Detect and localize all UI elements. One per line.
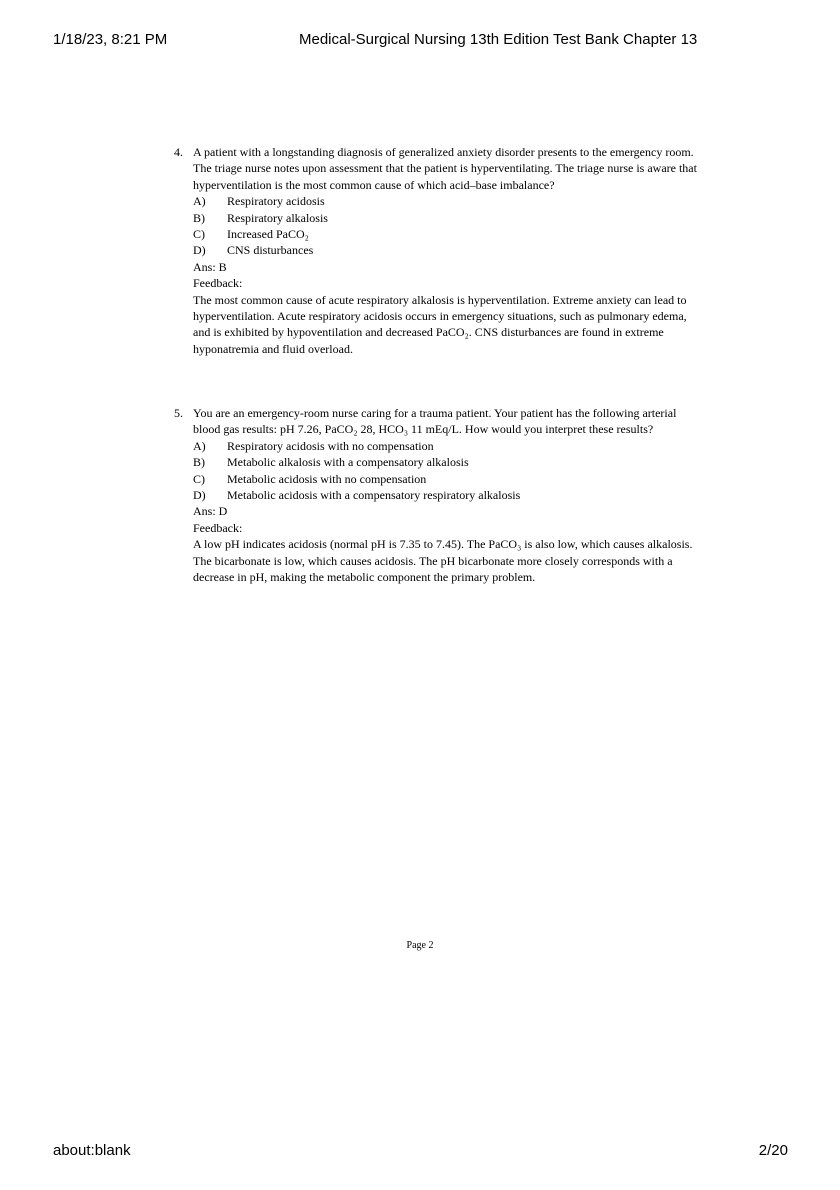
print-date-header: 1/18/23, 8:21 PM [53,31,168,48]
option-letter: B) [193,455,205,470]
option-text: Increased PaCO₂ [227,227,309,242]
option-text: CNS disturbances [227,243,314,258]
answer-key: Ans: D [193,504,228,519]
option-c [193,226,704,242]
option-letter: D) [193,243,206,258]
answer-key: Ans: B [193,259,227,274]
question-number: 4. [174,145,183,159]
feedback-label: Feedback: [193,276,243,291]
option-b [193,210,704,226]
option-text: Metabolic alkalosis with a compensatory alkalosis [227,455,469,470]
page-number-label: Page 2 [406,940,434,951]
feedback-text: The most common cause of acute respiratory alkalosis is hyperventilation. Extreme anxiety can lead to hyperventilation. Acute respiratory acidosis occurs in emergency situations, such as pulmonary edema, and is exhibited by hypoventilation and decreased PaCO₂. CNS disturbances are found in extreme hyponatremia and fluid overload. [193,292,687,356]
option-letter: A) [193,194,206,209]
option-letter: C) [193,227,205,242]
option-text: Metabolic acidosis with no compensation [227,471,427,486]
option-text: Respiratory acidosis [227,194,325,209]
option-letter: C) [193,471,205,486]
option-text: Metabolic acidosis with a compensatory respiratory alkalosis [227,488,521,503]
option-text: Respiratory acidosis with no compensation [227,438,434,453]
option-a [193,438,704,454]
option-b [193,454,704,470]
question-5 [174,405,704,585]
feedback-label: Feedback: [193,520,243,535]
document-title-header: Medical-Surgical Nursing 13th Edition Test Bank Chapter 13 [299,31,698,48]
footer-page-count: 2/20 [758,1142,788,1159]
option-d [193,487,704,503]
feedback-text: A low pH indicates acidosis (normal pH is 7.35 to 7.45). The PaCO₃ is also low, which causes alkalosis. The bicarbonate is low, which causes acidosis. The pH bicarbonate more closely corresponds with a decrease in pH, making the metabolic component the primary problem. [193,537,693,585]
footer-url: about:blank [53,1142,131,1159]
option-c [193,471,704,487]
question-stem: You are an emergency-room nurse caring for a trauma patient. Your patient has the following arterial blood gas results: pH 7.26, PaCO₂ 28, HCO₃ 11 mEq/L. How would you interpret these results? [193,406,677,437]
option-text: Respiratory alkalosis [227,210,328,225]
option-letter: D) [193,488,206,503]
option-d [193,242,704,258]
option-letter: B) [193,210,205,225]
option-a [193,193,704,209]
question-number: 5. [174,406,183,420]
option-letter: A) [193,438,206,453]
question-4 [174,144,704,357]
question-stem: A patient with a longstanding diagnosis of generalized anxiety disorder presents to the emergency room. The triage nurse notes upon assessment that the patient is hyperventilating. The triage nurse is aware that hyperventilation is the most common cause of which acid–base imbalance? [193,145,697,192]
